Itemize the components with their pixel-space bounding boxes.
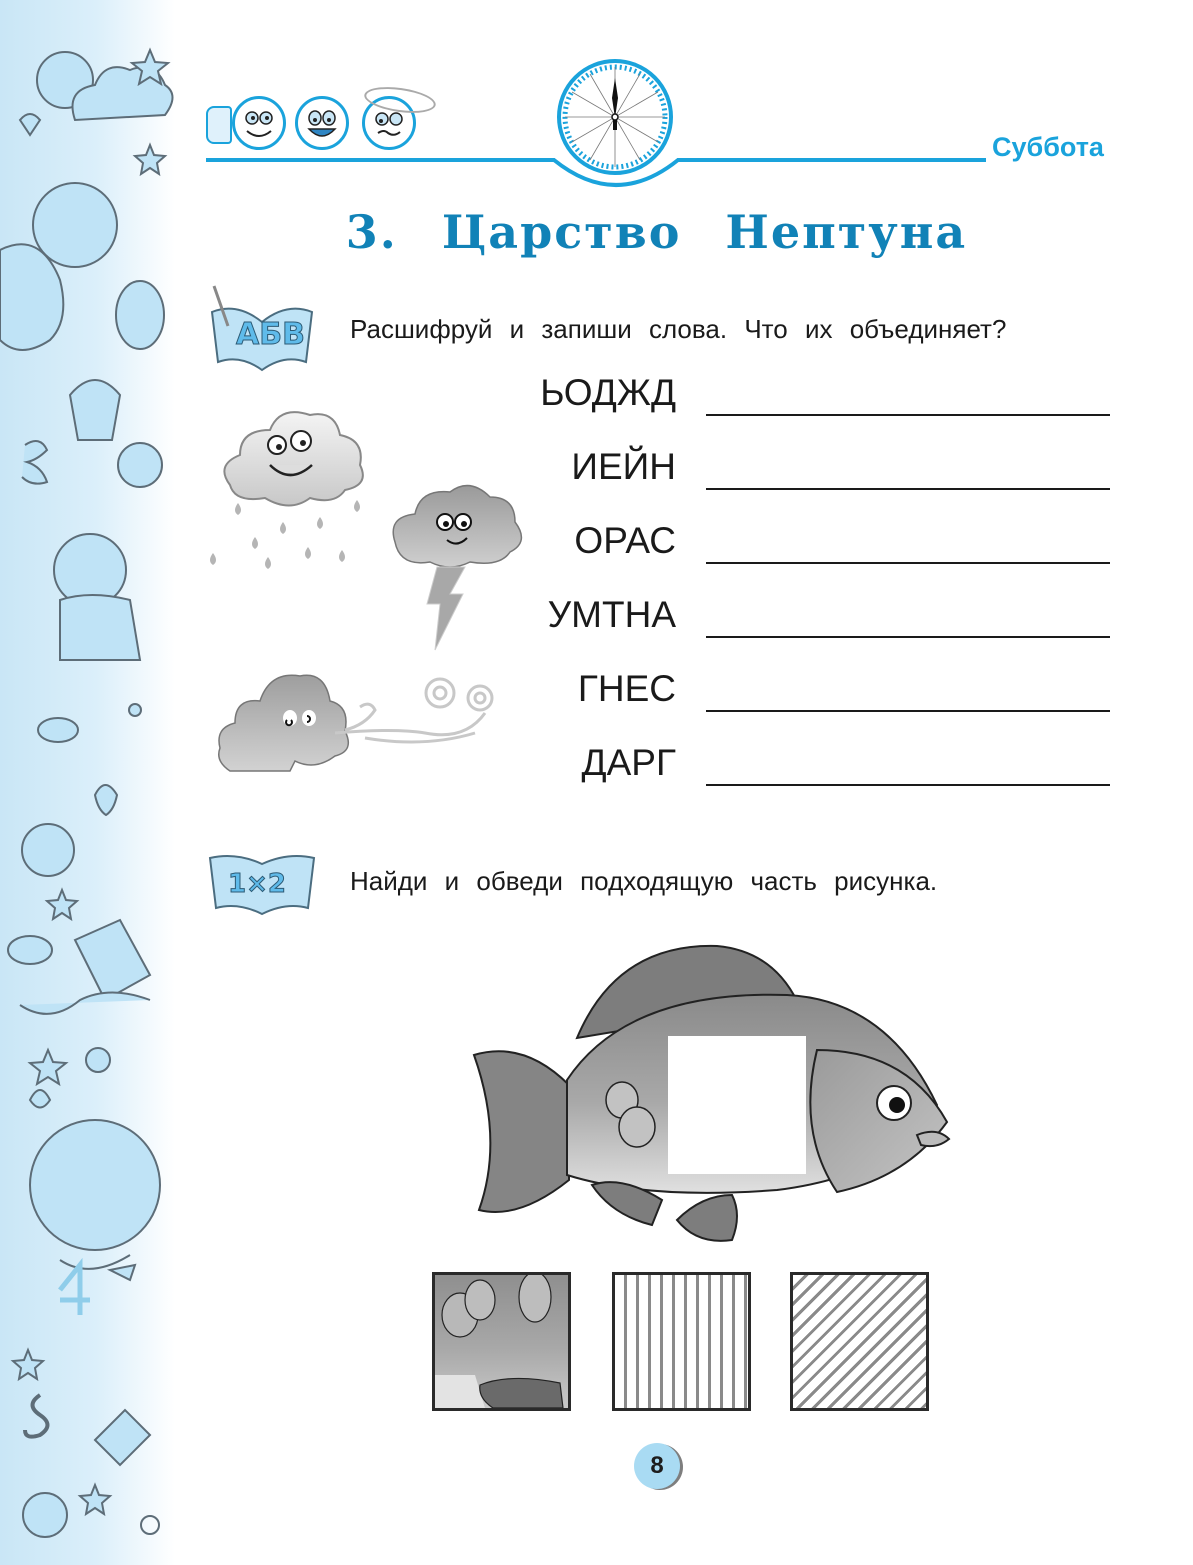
clock-base-arc-icon [540,150,695,190]
page-number: 8 [634,1443,680,1489]
scrambled-word: ИЕЙН [571,446,676,487]
option-vertical-stripes[interactable] [612,1272,751,1411]
scrambled-word: ОРАС [574,520,676,561]
day-of-week-label: Суббота [992,132,1104,162]
answer-line-5[interactable] [706,710,1110,712]
abc-book-icon [206,282,318,364]
header-rule-left [206,158,546,162]
happy-smiley-icon[interactable] [295,96,349,150]
word-row [500,582,1112,642]
thumbs-up-smiley-icon[interactable] [232,96,286,150]
scrambled-word: ГНЕС [577,668,676,709]
storm-cloud-lightning-icon [385,482,525,652]
wind-cloud-icon [215,668,505,778]
scrambled-word: ДАРГ [581,742,676,783]
option-diagonal-stripes[interactable] [790,1272,929,1411]
word-row [500,508,1112,568]
task2-instruction: Найди и обведи подходящую часть рисунка. [350,866,938,896]
scrambled-word: ЬОДЖД [540,372,676,413]
thumbs-up-icon [206,106,232,144]
answer-line-1[interactable] [706,414,1110,416]
word-row [500,730,1112,790]
math-book-icon [206,850,318,932]
task1-instruction: Расшифруй и запиши слова. Что их объединяет? [350,314,1007,344]
header-rule-right [690,158,986,162]
option-fish-fragment[interactable] [432,1272,571,1411]
svg-text:1×2: 1×2 [228,869,286,899]
word-row [500,656,1112,716]
page-title [0,205,1193,259]
title-text: Царство Нептуна [441,205,968,259]
word-row [500,360,1112,420]
answer-line-3[interactable] [706,562,1110,564]
title-number: 3. [345,205,398,259]
answer-line-2[interactable] [706,488,1110,490]
word-row [500,434,1112,494]
scrambled-word: УМТНА [547,594,676,635]
fish-picture [462,930,962,1250]
svg-text:АБВ: АБВ [236,317,305,352]
answer-line-6[interactable] [706,784,1110,786]
missing-piece-hole [668,1036,806,1174]
answer-line-4[interactable] [706,636,1110,638]
rain-cloud-icon [205,395,370,570]
